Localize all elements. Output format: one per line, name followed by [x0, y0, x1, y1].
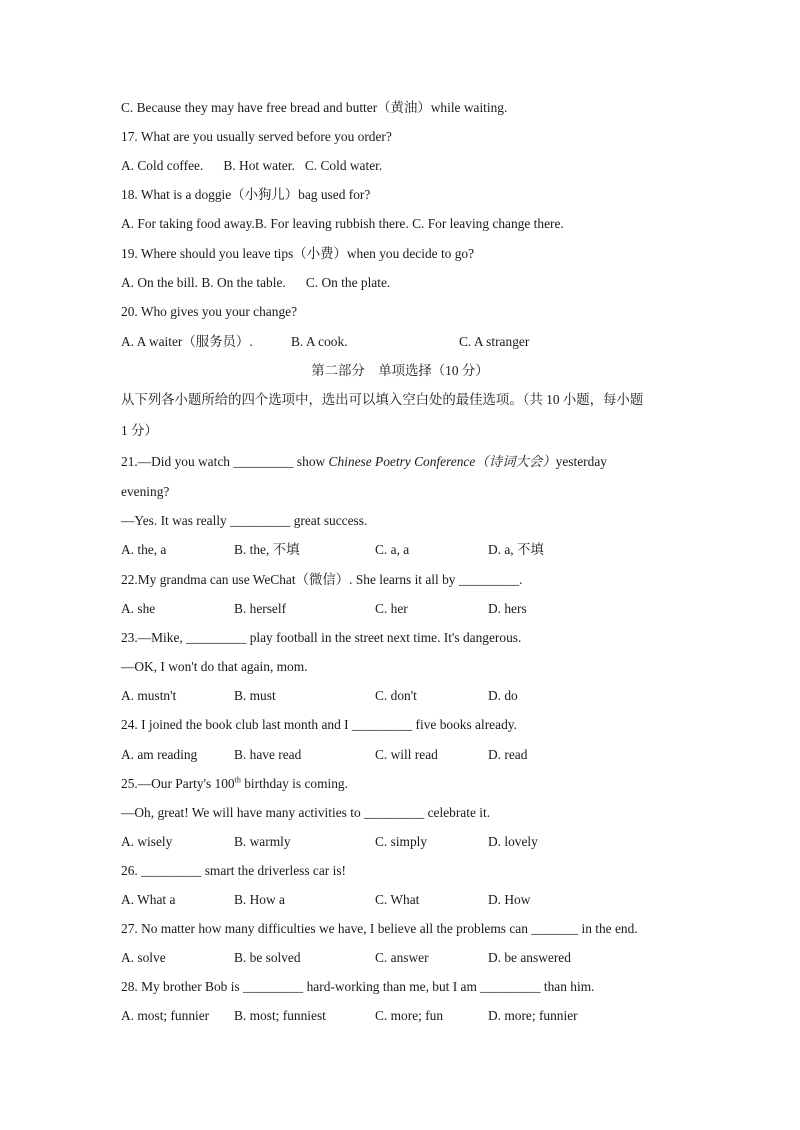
q24-option-d: D. read — [488, 747, 528, 762]
q21-show-title: Chinese Poetry Conference（诗词大会） — [328, 454, 556, 469]
q21-option-a: A. the, a — [121, 542, 167, 557]
q17-question: 17. What are you usually served before you order? — [121, 129, 392, 144]
q21-answer-line: —Yes. It was really _________ great success. — [121, 513, 368, 528]
q25-superscript: th — [234, 775, 241, 785]
q25-option-a: A. wisely — [121, 834, 173, 849]
q25-reply: —Oh, great! We will have many activities to _________ celebrate it. — [121, 805, 491, 820]
part2-instructions-cont: 1 分） — [121, 423, 158, 438]
q25-option-b: B. warmly — [234, 834, 291, 849]
q22-question: 22.My grandma can use WeChat（微信）. She learns it all by _________. — [121, 572, 523, 587]
q20-question: 20. Who gives you your change? — [121, 304, 298, 319]
q25-text-end: birthday is coming. — [240, 776, 348, 791]
q28-option-b: B. most; funniest — [234, 1008, 326, 1023]
q23-option-a: A. mustn't — [121, 688, 177, 703]
q21-option-c: C. a, a — [375, 542, 410, 557]
q19-question: 19. Where should you leave tips（小费）when you decide to go? — [121, 246, 475, 261]
q25-option-d: D. lovely — [488, 834, 538, 849]
q27-option-a: A. solve — [121, 950, 166, 965]
q24-option-c: C. will read — [375, 747, 438, 762]
q21-option-b: B. the, 不填 — [234, 542, 300, 557]
q27-option-c: C. answer — [375, 950, 429, 965]
q26-option-b: B. How a — [234, 892, 285, 907]
q23-question: 23.—Mike, _________ play football in the street next time. It's dangerous. — [121, 630, 522, 645]
part2-title: 第二部分 单项选择（10 分） — [311, 363, 489, 378]
q22-option-c: C. her — [375, 601, 408, 616]
q23-option-b: B. must — [234, 688, 276, 703]
q27-option-d: D. be answered — [488, 950, 571, 965]
q18-options: A. For taking food away.B. For leaving rubbish there. C. For leaving change there. — [121, 216, 564, 231]
q28-option-a: A. most; funnier — [121, 1008, 210, 1023]
q21-question-cont: evening? — [121, 484, 170, 499]
q22-option-b: B. herself — [234, 601, 287, 616]
part2-instructions: 从下列各小题所给的四个选项中，选出可以填入空白处的最佳选项。（共 10 小题，每小题 — [121, 392, 644, 407]
q25-option-c: C. simply — [375, 834, 428, 849]
q23-option-c: C. don't — [375, 688, 417, 703]
q23-option-d: D. do — [488, 688, 518, 703]
q17-options: A. Cold coffee. B. Hot water. C. Cold water. — [121, 158, 383, 173]
q19-options: A. On the bill. B. On the table. C. On the plate. — [121, 275, 391, 290]
q16-option-c: C. Because they may have free bread and butter（黄油）while waiting. — [121, 100, 508, 115]
q21-text-end: yesterday — [555, 454, 607, 469]
q21-question — [121, 453, 607, 471]
q20-option-b: B. A cook. — [291, 334, 348, 349]
q28-option-d: D. more; funnier — [488, 1008, 578, 1023]
q20-option-a: A. A waiter（服务员）. — [121, 334, 253, 349]
q28-question: 28. My brother Bob is _________ hard-working than me, but I am _________ than him. — [121, 979, 595, 994]
q23-reply: —OK, I won't do that again, mom. — [121, 659, 308, 674]
q27-question: 27. No matter how many difficulties we have, I believe all the problems can _______ in the end. — [121, 921, 638, 936]
q28-option-c: C. more; fun — [375, 1008, 444, 1023]
q26-question: 26. _________ smart the driverless car is! — [121, 863, 346, 878]
q24-question: 24. I joined the book club last month and I _________ five books already. — [121, 717, 517, 732]
q21-option-d: D. a, 不填 — [488, 542, 544, 557]
q22-option-d: D. hers — [488, 601, 527, 616]
q25-question — [121, 775, 348, 793]
q27-option-b: B. be solved — [234, 950, 301, 965]
q20-option-c: C. A stranger — [459, 334, 530, 349]
q24-option-b: B. have read — [234, 747, 302, 762]
q25-text: 25.—Our Party's 100 — [121, 776, 235, 791]
q26-option-a: A. What a — [121, 892, 176, 907]
q22-option-a: A. she — [121, 601, 156, 616]
q18-question: 18. What is a doggie（小狗儿）bag used for? — [121, 187, 371, 202]
q26-option-c: C. What — [375, 892, 420, 907]
q26-option-d: D. How — [488, 892, 531, 907]
q24-option-a: A. am reading — [121, 747, 198, 762]
q21-text: 21.—Did you watch _________ show — [121, 454, 329, 469]
